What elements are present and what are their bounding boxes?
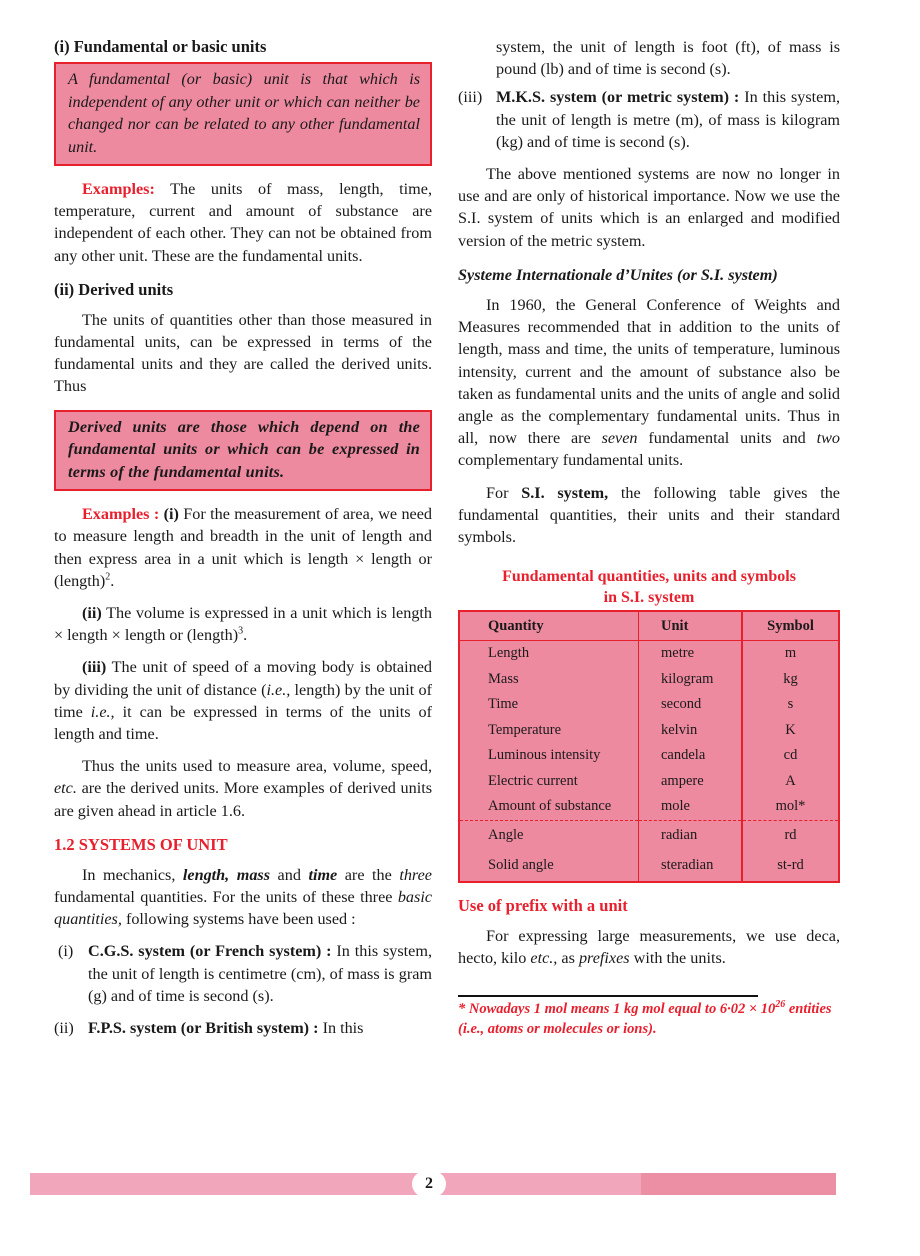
- footnote-mol: * Nowadays 1 mol means 1 kg mol equal to $6\cdot 02 \times 10^{26}$ entities (i.e., atoms or molecules or ions).: [458, 999, 832, 1038]
- table-header-row: [459, 611, 839, 641]
- table-caption: Fundamental quantities, units and symbols in S.I. system: [502, 568, 796, 607]
- above-systems-para: The above mentioned systems are now no longer in use and are only of historical importance. Now we use the S.I. system of units which is an enlarged and modified version of the metric system.: [458, 165, 840, 250]
- left-column: [54, 36, 432, 1039]
- si-heading: Systeme Internationale d’Unites (or S.I. system): [458, 265, 778, 284]
- heading-derived-units: (ii) Derived units: [54, 279, 174, 299]
- table-row-complementary: Angle radian rd: [459, 820, 839, 851]
- for-si-para: For S.I. system, the following table gives the fundamental quantities, their units and their standard symbols.: [458, 483, 840, 547]
- list-item-mks: (iii) M.K.S. system (or metric system) : In this system, the unit of length is metre (m), of mass is kilogram (kg) and of time is second (s).: [458, 88, 840, 151]
- table-row: Luminous intensity candela cd: [459, 743, 839, 769]
- table-row: Mass kilogram kg: [459, 667, 839, 693]
- list-item-cgs: (i) C.G.S. system (or French system) : In this system, the unit of length is centimetre (cm), of mass is gram (g) and of time is second (s).: [58, 942, 432, 1005]
- definition-box-fundamental: A fundamental (or basic) unit is that which is independent of any other unit or which can neither be changed nor can be related to any other fundamental unit.: [54, 62, 432, 166]
- column-header-symbol: Symbol: [742, 611, 839, 641]
- fps-continuation: system, the unit of length is foot (ft), of mass is pound (lb) and of time is second (s).: [496, 38, 840, 79]
- column-header-unit: Unit: [639, 611, 743, 641]
- table-row-complementary: Solid angle steradian st-rd: [459, 851, 839, 882]
- prefix-heading: Use of prefix with a unit: [458, 895, 628, 915]
- right-column: [458, 36, 840, 1039]
- si-units-table: [458, 610, 840, 883]
- prefix-para: For expressing large measurements, we use deca, hecto, kilo etc., as prefixes with the units.: [458, 926, 840, 967]
- table-row: Amount of substance mole mol*: [459, 794, 839, 820]
- examples-derived-para: Examples : (i) For the measurement of area, we need to measure length and breadth in the unit of length and then express area in a unit which is length × length or (length)$^2$.: [54, 505, 433, 590]
- section-title-systems: 1.2 SYSTEMS OF UNIT: [54, 834, 228, 854]
- examples-label: Examples:: [82, 180, 155, 198]
- mechanics-para: In mechanics, length, mass and time are the three fundamental quantities. For the units of these three basic quantities, following systems have been used :: [54, 865, 432, 929]
- example-speed-para: (iii) The unit of speed of a moving body is obtained by dividing the unit of distance (i.e., length) by the unit of time i.e., it can be expressed in terms of the units of length and time.: [54, 658, 432, 743]
- list-item-fps: (ii) F.P.S. system (or British system) : In this: [54, 1018, 364, 1037]
- page-number: 2: [412, 1171, 446, 1197]
- table-row: Length metre m: [459, 641, 839, 667]
- heading-fundamental-units: (i) Fundamental or basic units: [54, 37, 267, 56]
- conference-1960-para: In 1960, the General Conference of Weights and Measures recommended that in addition to the units of length, mass and time, the units of temperature, luminous intensity, current and the amount of substance also be taken as fundamental units and the units of angle and solid angle as the complementary fundamental units. Thus in all, now there are seven fundamental units and two complementary fundamental units.: [458, 296, 841, 470]
- definition-box-derived: Derived units are those which depend on the fundamental units or which can be expressed in terms of the fundamental units.: [54, 410, 432, 492]
- example-volume-para: (ii) The volume is expressed in a unit which is length × length × length or (length)$^3$.: [54, 603, 432, 645]
- column-header-quantity: Quantity: [459, 611, 639, 641]
- table-row: Electric current ampere A: [459, 769, 839, 795]
- derived-para: The units of quantities other than those measured in fundamental units, can be expressed in terms of the fundamental units and they are called the derived units. Thus: [54, 310, 432, 396]
- examples-fundamental-para: Examples: The units of mass, length, time, temperature, current and amount of substance are independent of each other. They can not be obtained from any other unit. These are the fundamental units.: [54, 180, 432, 265]
- table-row: Temperature kelvin K: [459, 718, 839, 744]
- thus-derived-para: Thus the units used to measure area, volume, speed, etc. are the derived units. More examples of derived units are given ahead in article 1.6.: [54, 757, 432, 820]
- footnote-divider: [458, 995, 758, 997]
- table-row: Time second s: [459, 692, 839, 718]
